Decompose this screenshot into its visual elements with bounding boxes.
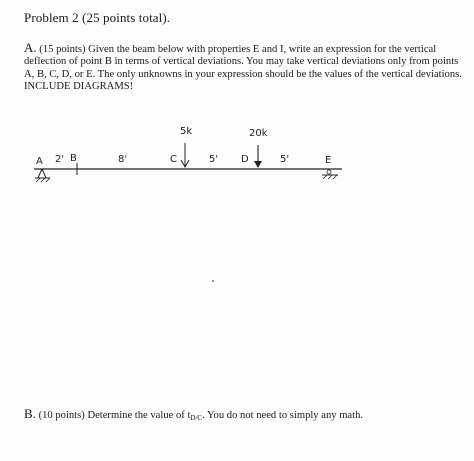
support-e bbox=[322, 170, 338, 179]
beam-diagram bbox=[0, 110, 474, 200]
part-a-question bbox=[24, 42, 464, 94]
part-a-label: A. bbox=[24, 40, 37, 55]
problem-title: Problem 2 (25 points total). bbox=[24, 10, 171, 25]
label-e: E bbox=[325, 155, 332, 166]
label-a: A bbox=[36, 156, 43, 167]
support-a bbox=[35, 169, 50, 182]
dim-ab: 2' bbox=[55, 154, 65, 165]
label-b: B bbox=[70, 153, 77, 164]
part-b-question bbox=[24, 406, 464, 422]
part-b-prompt-post: . You do not need to simply any math. bbox=[202, 410, 364, 421]
part-b-subscript: D/C bbox=[190, 414, 203, 422]
part-b-prompt-pre: Determine the value of t bbox=[87, 410, 191, 421]
scan-speck bbox=[212, 280, 214, 282]
load-5k-label: 5k bbox=[180, 126, 193, 137]
part-a-prompt: Given the beam below with properties E and I, write an expression for the vertical deflection of point B in terms of vertical deviations. You may take vertical deviations only from points A, B, C, D, or E. The only unknowns in your expression should be the values of the vertical deviations. INCLUDE DIAGRAMS! bbox=[24, 44, 462, 93]
label-c: C bbox=[170, 154, 177, 165]
load-20k-arrowhead bbox=[254, 161, 262, 168]
label-d: D bbox=[241, 154, 249, 165]
dim-dd: 5' bbox=[280, 154, 290, 165]
dim-bc: 8' bbox=[118, 154, 128, 165]
load-20k-label: 20k bbox=[249, 128, 268, 139]
part-b-label: B. bbox=[24, 406, 36, 421]
dim-cp: 5' bbox=[209, 154, 219, 165]
part-b-points: (10 points) bbox=[38, 410, 85, 421]
part-a-points: (15 points) bbox=[39, 44, 86, 55]
